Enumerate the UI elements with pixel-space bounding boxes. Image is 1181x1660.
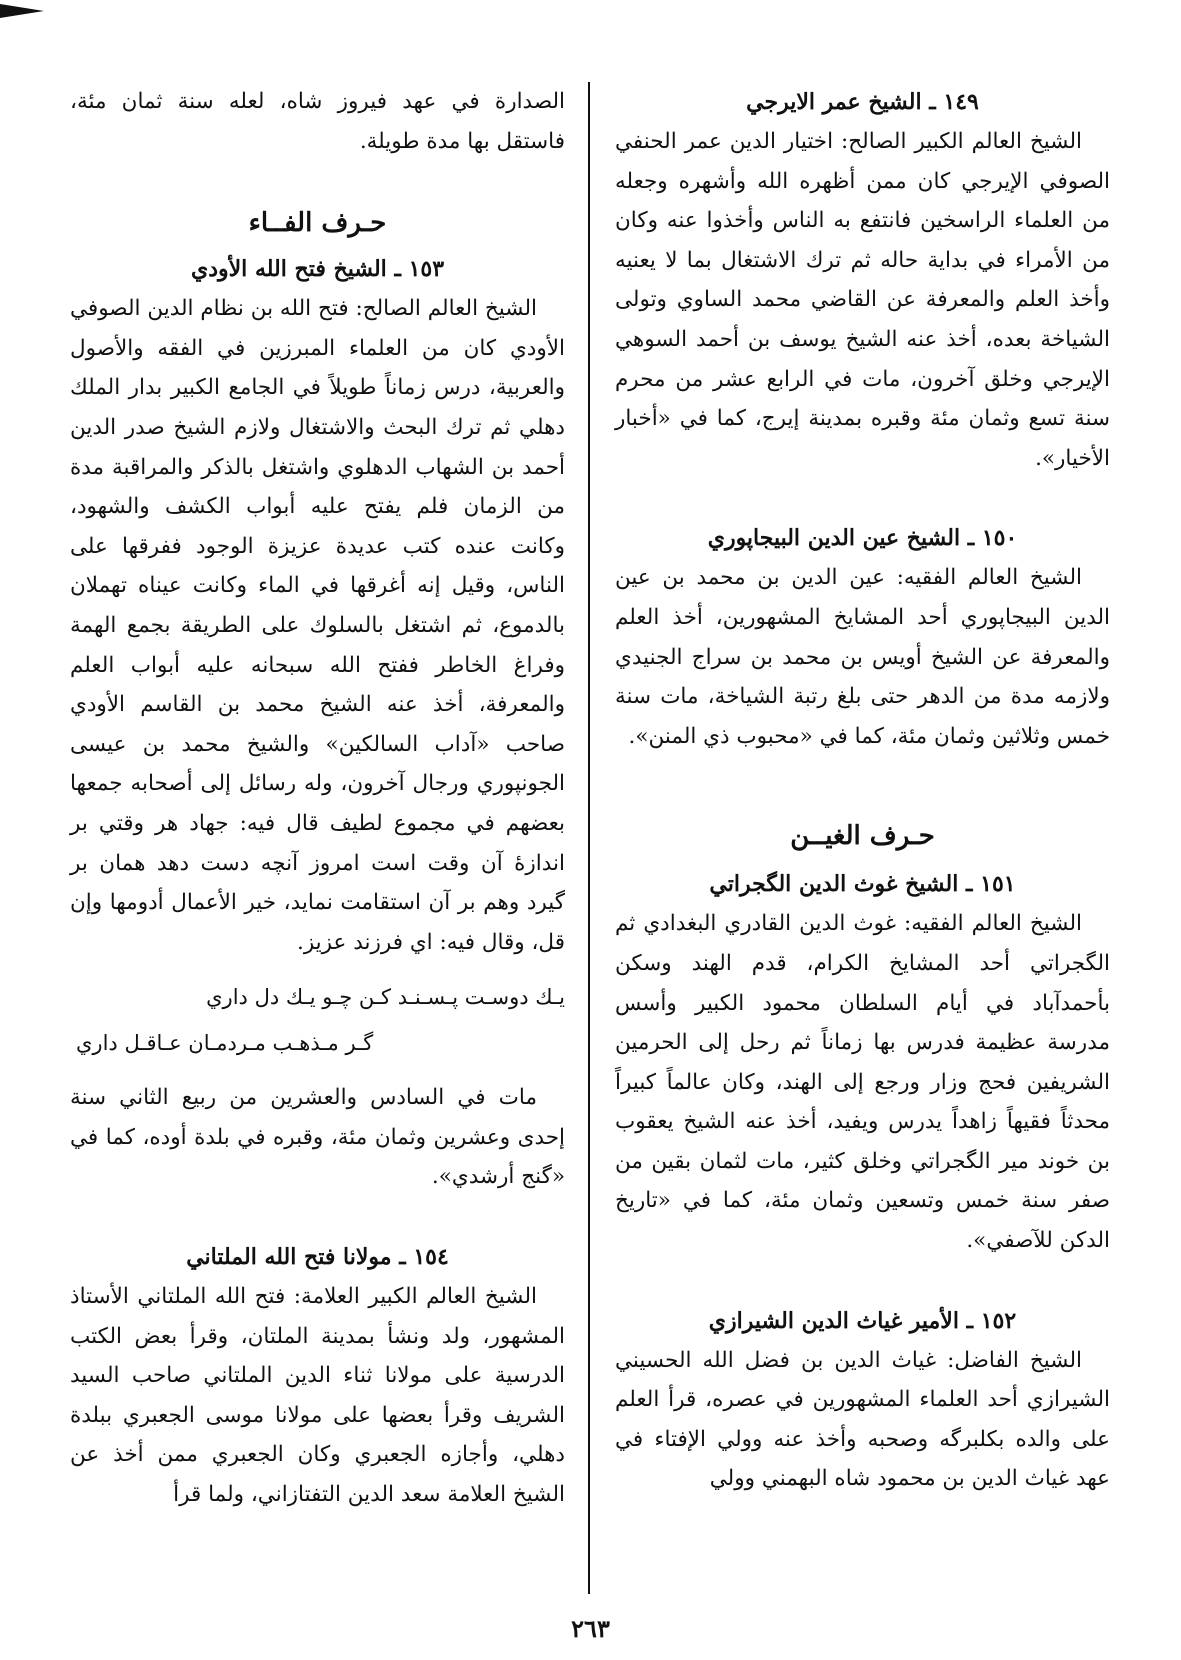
persian-verse-line-2: گـر مـذهـب مـردمـان عـاقـل داري: [76, 1031, 374, 1056]
column-divider: [588, 82, 590, 1594]
book-page: [70, 82, 1110, 1602]
entry-154-text: الشيخ العالم الكبير العلامة: فتح الله الملتاني الأستاذ المشهور، ولد ونشأ بمدينة الملتان، وقرأ بعض الكتب الدرسية على مولانا ثناء الدين الملتاني صاحب السيد الشريف وقرأ بعضها على مولانا موسى الجعبري ببلدة دهلي، وأجازه الجعبري وكان الجعبري ممن أخذ عن الشيخ العلامة سعد الدين التفتازاني، ولما قرأ: [70, 1284, 565, 1508]
entry-149-title: ١٤٩ ـ الشيخ عمر الايرجي: [746, 89, 979, 115]
entry-154-title: ١٥٤ ـ مولانا فتح الله الملتاني: [186, 1244, 449, 1271]
section-ghain-heading: حـرف الغيــن: [790, 821, 935, 852]
section-fa-heading: حـرف الفــاء: [248, 208, 387, 239]
entry-152-title: ١٥٢ ـ الأمير غياث الدين الشيرازي: [708, 1307, 1017, 1334]
right-column: [615, 82, 1110, 1499]
entry-153-text: الشيخ العالم الصالح: فتح الله بن نظام الدين الصوفي الأودي كان من العلماء المبرزين في الفقه والأصول والعربية، درس زماناً طويلاً في الجامع الكبير بدار الملك دهلي ثم ترك البحث والاشتغال ولازم الشيخ صدر الدين أحمد بن الشهاب الدهلوي واشتغل بالذكر والمراقبة مدة من الزمان فلم يفتح عليه أبواب الكشف والشهود، وكانت عنده كتب عديدة عزيزة الوجود ففرقها على الناس، وقيل إنه أغرقها في الماء وكانت عيناه تهملان بالدموع، ثم اشتغل بالسلوك على الطريقة بجمع الهمة وفراغ الخاطر ففتح الله سبحانه عليه أبواب العلم والمعرفة، أخذ عنه الشيخ محمد بن القاسم الأودي صاحب «آداب السالكين» والشيخ محمد بن عيسى الجونپوري ورجال آخرون، وله رسائل إلى أصحابه جمعها بعضهم في مجموع لطيف قال فيه: جهاد هر وقتي بر اندازه‌ٔ آن وقت است امروز آنچه دست دهد همان بر گيرد وهم بر آن استقامت نمايد، خير الأعمال أدومها وإن قل، وقال فيه: اي فرزند عزيز.: [70, 296, 565, 955]
entry-152-continuation: الصدارة في عهد فيروز شاه، لعله سنة ثمان مئة، فاستقل بها مدة طويلة.: [70, 89, 565, 154]
entry-150-title: ١٥٠ ـ الشيخ عين الدين البيجاپوري: [707, 525, 1018, 552]
entry-153-death: مات في السادس والعشرين من ربيع الثاني سنة إحدى وعشرين وثمان مئة، وقبره في بلدة أوده، كما في «گنج أرشدي».: [70, 1085, 565, 1190]
entry-150-text: الشيخ العالم الفقيه: عين الدين بن محمد بن عين الدين البيجاپوري أحد المشايخ المشهورين، أخذ العلم والمعرفة عن الشيخ أويس بن محمد بن سراج الجنيدي ولازمه مدة من الدهر حتى بلغ رتبة الشياخة، مات سنة خمس وثلاثين وثمان مئة، كما في «محبوب ذي المنن».: [615, 565, 1110, 749]
corner-crop-mark: [0, 4, 44, 18]
entry-151-text: الشيخ العالم الفقيه: غوث الدين القادري البغدادي ثم الگجراتي أحد المشايخ الكرام، قدم الهند وسكن بأحمدآباد في أيام السلطان محمود الكبير وأسس مدرسة عظيمة فدرس بها زماناً ثم رحل إلى الحرمين الشريفين فحج وزار ورجع إلى الهند، وكان عالماً كبيراً محدثاً فقيهاً زاهداً يدرس ويفيد، أخذ عنه الشيخ يعقوب بن خوند مير الگجراتي وخلق كثير، مات لثمان بقين من صفر سنة خمس وتسعين وثمان مئة، كما في «تاريخ الدكن للآصفي».: [615, 911, 1110, 1254]
entry-152-text: الشيخ الفاضل: غياث الدين بن فضل الله الحسيني الشيرازي أحد العلماء المشهورين في عصره، قرأ العلم على والده بكلبرگه وصحبه وأخذ عنه وولي الإفتاء في عهد غياث الدين بن محمود شاه البهمني وولي: [615, 1347, 1110, 1492]
left-column: [70, 82, 565, 1515]
persian-verse-line-1: يـك دوسـت پـسـنـد كـن چـو يـك دل داري: [206, 985, 565, 1010]
entry-151-title: ١٥١ ـ الشيخ غوث الدين الگجراتي: [709, 871, 1016, 898]
entry-149-text: الشيخ العالم الكبير الصالح: اختيار الدين عمر الحنفي الصوفي الإيرجي كان ممن أظهره الله وأشهره وجعله من العلماء الراسخين فانتفع به الناس وأخذوا عنه وكان من الأمراء في بداية حاله ثم ترك الاشتغال بما لا يعنيه وأخذ العلم والمعرفة عن القاضي محمد الساوي وتولى الشياخة بعده، أخذ عنه الشيخ يوسف بن أحمد السوهي الإيرجي وخلق آخرون، مات في الرابع عشر من محرم سنة تسع وثمان مئة وقبره بمدينة إيرج، كما في «أخبار الأخيار».: [615, 129, 1110, 471]
entry-153-title: ١٥٣ ـ الشيخ فتح الله الأودي: [190, 256, 445, 283]
page-number: ٢٦٣: [571, 1614, 610, 1643]
